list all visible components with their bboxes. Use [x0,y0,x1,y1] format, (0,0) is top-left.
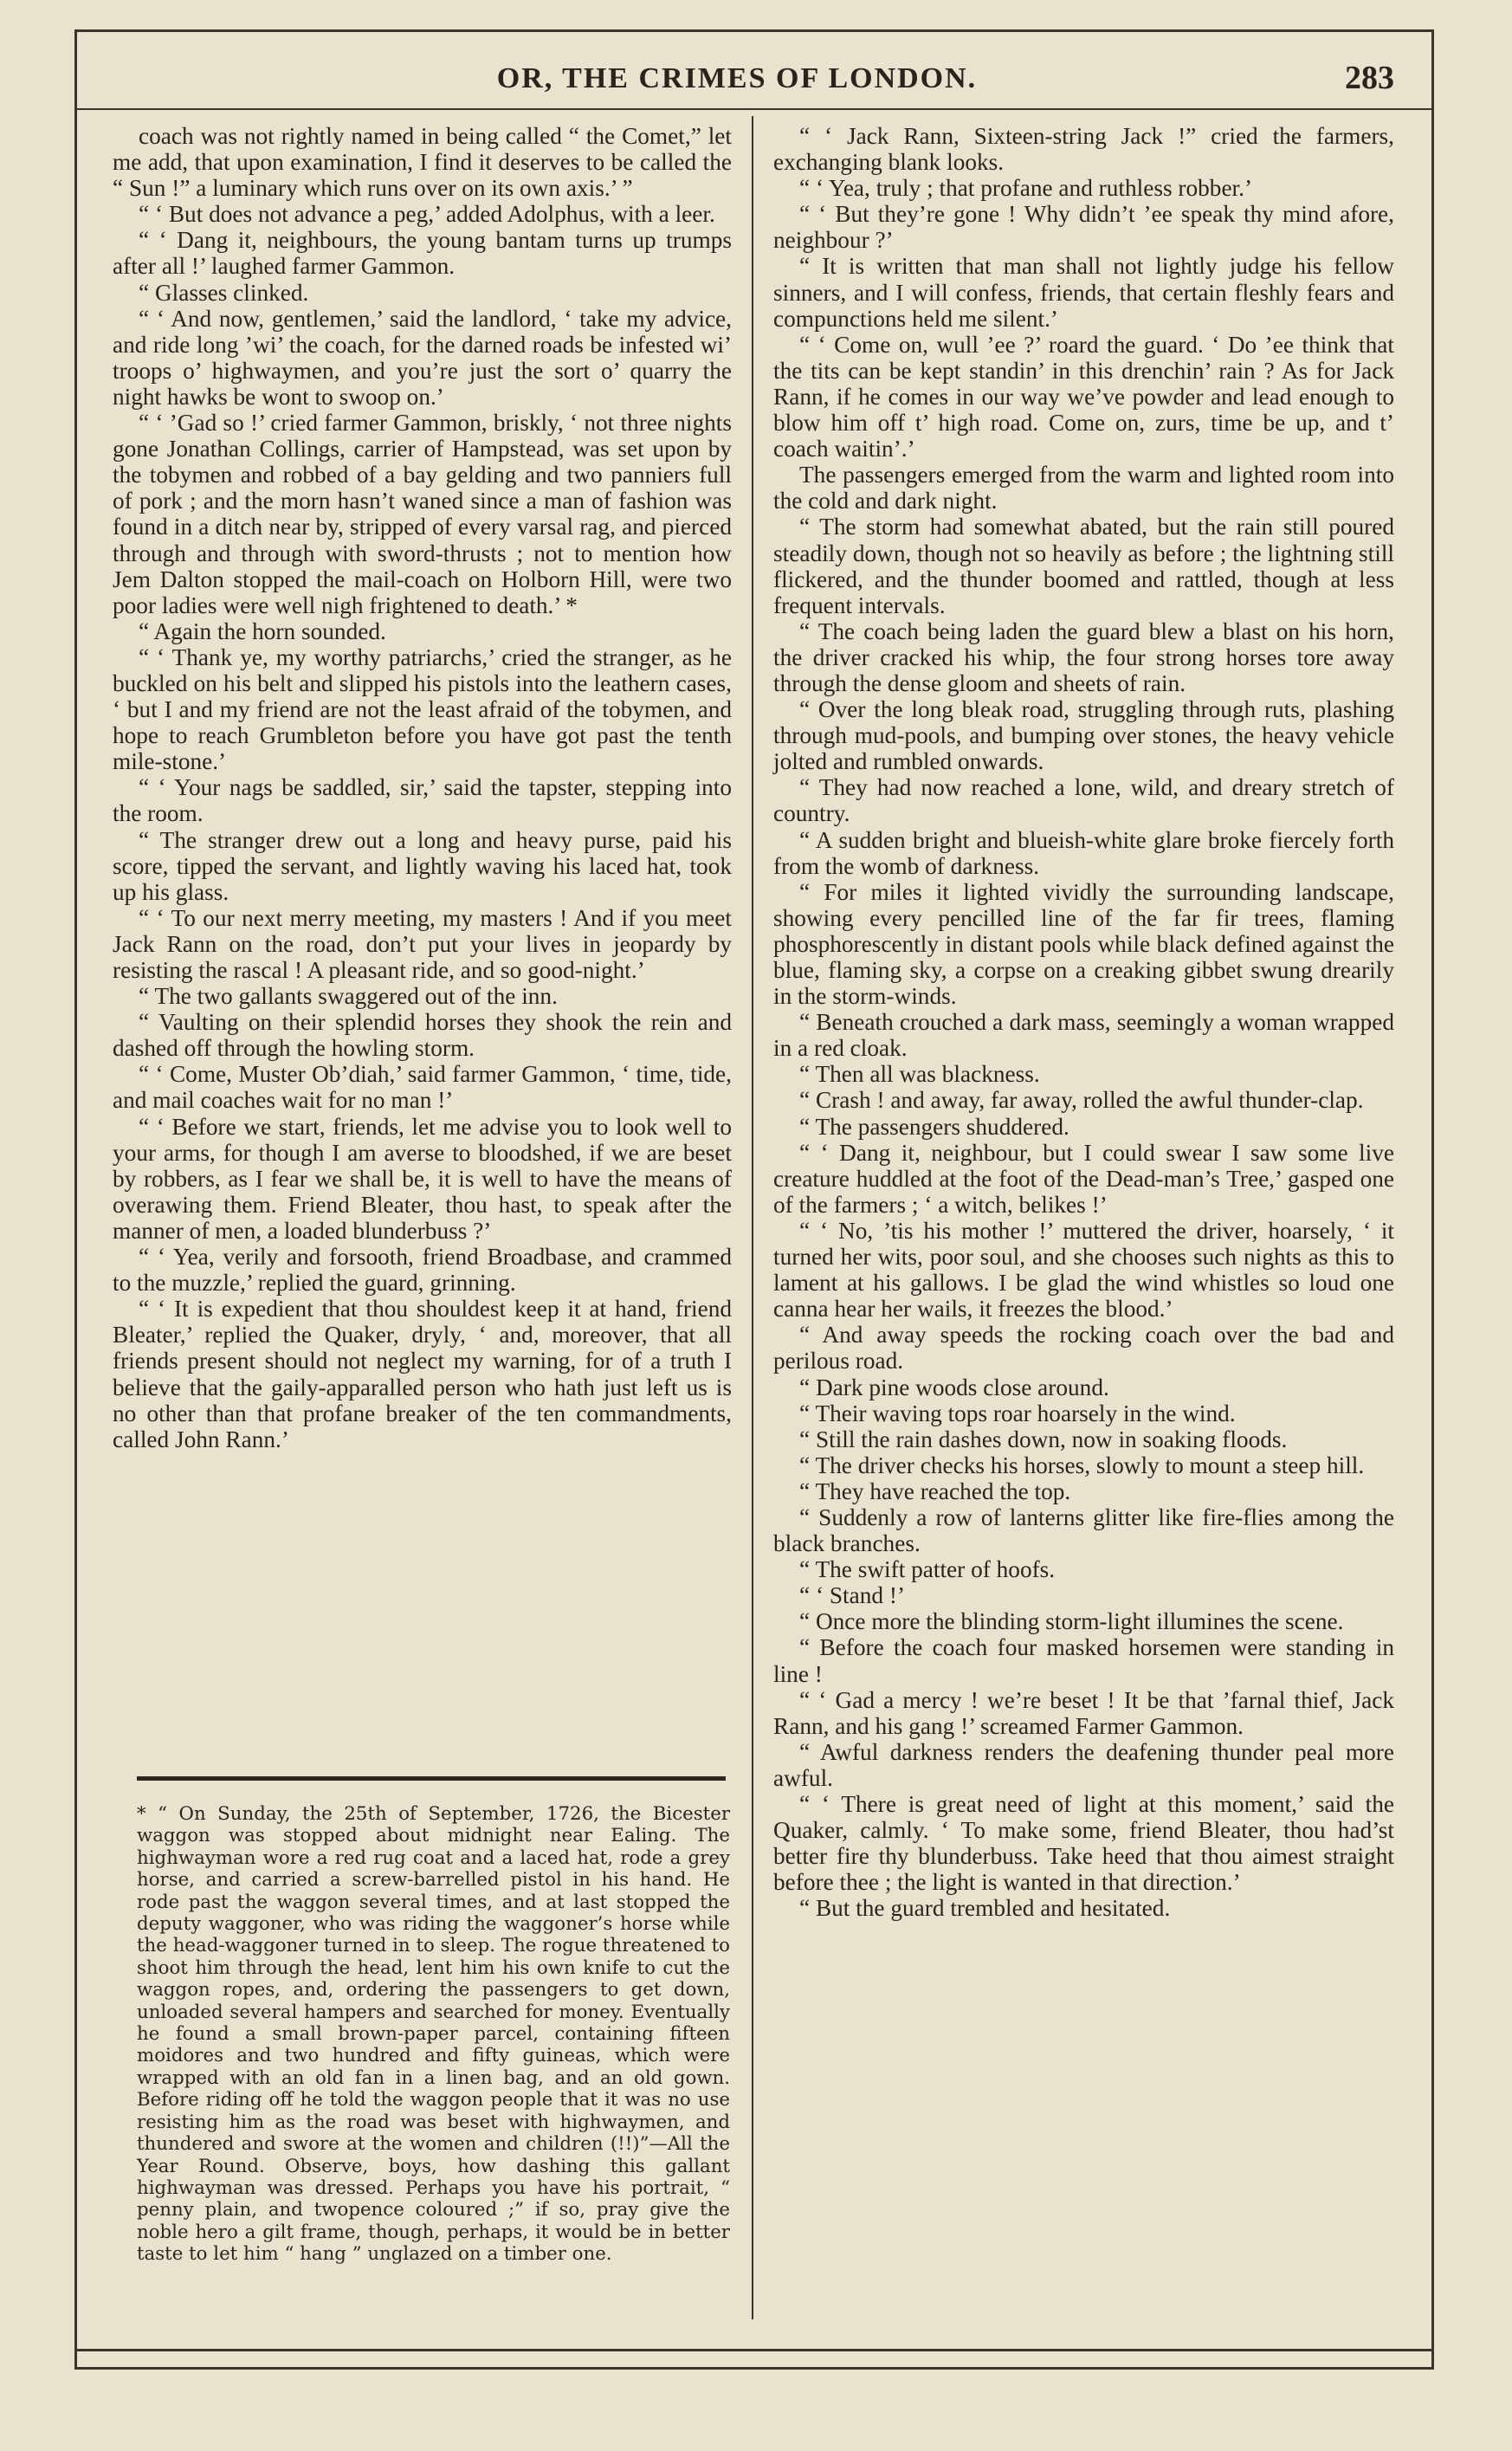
footnote: * “ On Sunday, the 25th of September, 1726, the Bicester waggon was stopped about midnight near Ealing. The highwayman wore a red rug coat and a laced hat, rode a grey horse, and carried a screw-barrelled pistol in his hand. He rode past the waggon several times, and at last stopped the deputy waggoner, who was riding the waggoner’s horse while the head-waggoner turned in to sleep. The rogue threatened to shoot him through the head, lent him his own knife to cut the waggon ropes, and, ordering the passengers to get down, unloaded several hampers and searched for money. Eventually he found a small brown-paper parcel, containing fifteen moidores and two hundred and fifty guineas, which were wrapped with an old fan in a linen bag, and an old gown. Before riding off he told the waggon people that it was no use resisting him as the road was beset with highwaymen, and thundered and swore at the women and children (!!)”—All the Year Round. Observe, boys, how dashing this gallant highwayman was dressed. Perhaps you have his portrait, “ penny plain, and twopence coloured ;” if so, pray give the noble hero a gilt frame, though, perhaps, it would be in better taste to let him “ hang ” unglazed on a timber one. [137,1803,730,2266]
paragraph: “ The stranger drew out a long and heavy purse, paid his score, tipped the servant, and lightly waving his laced hat, took up his glass. [113,826,732,905]
paragraph: “ ‘ There is great need of light at this moment,’ said the Quaker, calmly. ‘ To make some, friend Bleater, thou had’st better fire thy blunderbuss. Take heed that thou aimest straight before thee ; the light is wanted in that direction.’ [773,1791,1394,1896]
paragraph: “ ‘ Gad a mercy ! we’re beset ! It be that ’farnal thief, Jack Rann, and his gang !’ screamed Farmer Gammon. [773,1686,1394,1739]
paragraph: “ And away speeds the rocking coach over the bad and perilous road. [773,1322,1394,1374]
right-column [773,123,1394,1921]
paragraph: “ They had now reached a lone, wild, and dreary stretch of country. [773,774,1394,827]
running-title: OR, THE CRIMES OF LONDON. [496,62,978,94]
paragraph: “ Once more the blinding storm-light illumines the scene. [799,1608,1344,1635]
paragraph: “ Over the long bleak road, struggling through ruts, plashing through mud-pools, and bumping over stones, the heavy vehicle jolted and rumbled onwards. [773,696,1394,775]
bottom-rule [74,2349,1431,2351]
paragraph: “ Then all was blackness. [799,1061,1040,1088]
paragraph: “ ‘ But they’re gone ! Why didn’t ’ee speak thy mind afore, neighbour ?’ [773,201,1394,254]
paragraph: “ The storm had somewhat abated, but the rain still poured steadily down, though not so heavily as before ; the lightning still flickered, and the thunder boomed and rattled, though at less frequent intervals. [773,514,1394,618]
paragraph: “ ‘ Your nags be saddled, sir,’ said the tapster, stepping into the room. [113,774,732,827]
paragraph: “ Glasses clinked. [139,279,309,306]
header-rule [74,108,1431,110]
paragraph: “ ‘ Come, Muster Ob’diah,’ said farmer Gammon, ‘ time, tide, and mail coaches wait for no man !’ [113,1061,732,1114]
paragraph: “ Vaulting on their splendid horses they shook the rein and dashed off through the howling storm. [113,1009,732,1062]
paragraph: “ ‘ Yea, verily and forsooth, friend Broadbase, and crammed to the muzzle,’ replied the guard, grinning. [113,1244,732,1297]
paragraph: “ Dark pine woods close around. [799,1374,1109,1400]
paragraph: “ A sudden bright and blueish-white glare broke fiercely forth from the womb of darkness. [773,826,1394,879]
paragraph: “ But the guard trembled and hesitated. [799,1895,1171,1922]
paragraph: “ The passengers shuddered. [799,1113,1069,1140]
paragraph: “ ‘ Stand !’ [799,1582,906,1609]
paragraph: “ ‘ But does not advance a peg,’ added Adolphus, with a leer. [139,201,715,228]
column-divider [752,116,753,2319]
paragraph: “ Beneath crouched a dark mass, seemingly a woman wrapped in a red cloak. [773,1009,1394,1062]
paragraph: “ Their waving tops roar hoarsely in the wind. [799,1400,1236,1426]
paragraph: “ They have reached the top. [799,1478,1071,1504]
paragraph: “ ‘ It is expedient that thou shouldest keep it at hand, friend Bleater,’ replied the Quaker, dryly, ‘ and, moreover, that all friends present should not neglect my warning, for of a truth I believe that the gaily-apparalled person who hath just left us is no other than that profane breaker of the ten commandments, called John Rann.’ [113,1296,732,1452]
paragraph: “ It is written that man shall not lightly judge his fellow sinners, and I will confess, friends, that certain fleshly fears and compunctions held me silent.’ [773,253,1394,332]
paragraph: “ Before the coach four masked horsemen were standing in line ! [773,1634,1394,1687]
paragraph: “ ‘ ’Gad so !’ cried farmer Gammon, briskly, ‘ not three nights gone Jonathan Collings, carrier of Hampstead, was set upon by the tobymen and robbed of a bay gelding and two panniers full of pork ; and the morn hasn’t waned since a man of fashion was found in a ditch near by, stripped of every varsal rag, and pierced through and through with sword-thrusts ; not to mention how Jem Dalton stopped the mail-coach on Holborn Hill, were two poor ladies were well nigh frightened to death.’ * [113,410,732,618]
paragraph: “ Again the horn sounded. [139,618,386,644]
paragraph: “ ‘ Thank ye, my worthy patriarchs,’ cried the stranger, as he buckled on his belt and slipped his pistols into the leathern cases, ‘ but I and my friend are not the least afraid of the tobymen, and hope to reach Grumbleton before you have got past the tenth mile-stone.’ [113,643,732,775]
paragraph: “ ‘ Come on, wull ’ee ?’ roard the guard. ‘ Do ’ee think that the tits can be kept standin’ in this drenchin’ rain ? As for Jack Rann, if he comes in our way we’ve powder and lead enough to blow him off t’ high road. Come on, zurs, time be up, and t’ coach waitin’.’ [773,331,1394,462]
paragraph: “ ‘ To our next merry meeting, my masters ! And if you meet Jack Rann on the road, don’t put your lives in jeopardy by resisting the rascal ! A pleasant ride, and so good-night.’ [113,904,732,983]
paragraph: “ For miles it lighted vividly the surrounding landscape, showing every pencilled line of the far fir trees, flaming phosphorescently in distant pools while black defined against the blue, flaming sky, a corpse on a creaking gibbet swung drearily in the storm-winds. [773,878,1394,1010]
page-header [74,54,1399,106]
paragraph: “ Suddenly a row of lanterns glitter like fire-flies among the black branches. [773,1504,1394,1557]
page-number: 283 [1345,60,1394,96]
paragraph: “ ‘ No, ’tis his mother !’ muttered the driver, hoarsely, ‘ it turned her wits, poor soul, and she chooses such nights as this to lament at his gallows. I be glad the wind whistles so loud one canna hear her wails, it freezes the blood.’ [773,1217,1394,1323]
paragraph: “ ‘ Jack Rann, Sixteen-string Jack !” cried the farmers, exchanging blank looks. [773,123,1394,176]
paragraph: “ The swift patter of hoofs. [799,1556,1056,1583]
paragraph: “ ‘ Dang it, neighbour, but I could swear I saw some live creature huddled at the foot of the Dead-man’s Tree,’ gasped one of the farmers ; ‘ a witch, belikes !’ [773,1139,1394,1218]
paragraph: “ Awful darkness renders the deafening thunder peal more awful. [773,1738,1394,1791]
paragraph: “ The two gallants swaggered out of the inn. [139,983,558,1010]
paragraph: The passengers emerged from the warm and lighted room into the cold and dark night. [773,462,1394,514]
paragraph: “ ‘ Yea, truly ; that profane and ruthless robber.’ [799,175,1253,202]
paragraph: “ Still the rain dashes down, now in soaking floods. [799,1426,1288,1452]
paragraph: “ ‘ And now, gentlemen,’ said the landlord, ‘ take my advice, and ride long ’wi’ the coach, for the darned roads be infested wi’ troops o’ highwaymen, and you’re just the sort o’ quarry the night hawks be wont to swoop on.’ [113,305,732,410]
paragraph: “ The driver checks his horses, slowly to mount a steep hill. [799,1452,1365,1478]
paragraph: “ ‘ Before we start, friends, let me advise you to look well to your arms, for though I am averse to bloodshed, if we are beset by robbers, as I fear we shall be, it is well to have the means of overawing them. Friend Bleater, thou hast, to speak after the manner of men, a loaded blunderbuss ?’ [113,1113,732,1244]
paragraph: “ The coach being laden the guard blew a blast on his horn, the driver cracked his whip, the four strong horses tore away through the dense gloom and sheets of rain. [773,618,1394,696]
left-column [113,123,732,1452]
paragraph: “ Crash ! and away, far away, rolled the awful thunder-clap. [799,1087,1364,1114]
paragraph: coach was not rightly named in being called “ the Comet,” let me add, that upon examination, I find it deserves to be called the “ Sun !” a luminary which runs over on its own axis.’ ” [113,123,732,202]
paragraph: “ ‘ Dang it, neighbours, the young bantam turns up trumps after all !’ laughed farmer Gammon. [113,227,732,280]
footnote-rule [137,1776,726,1781]
